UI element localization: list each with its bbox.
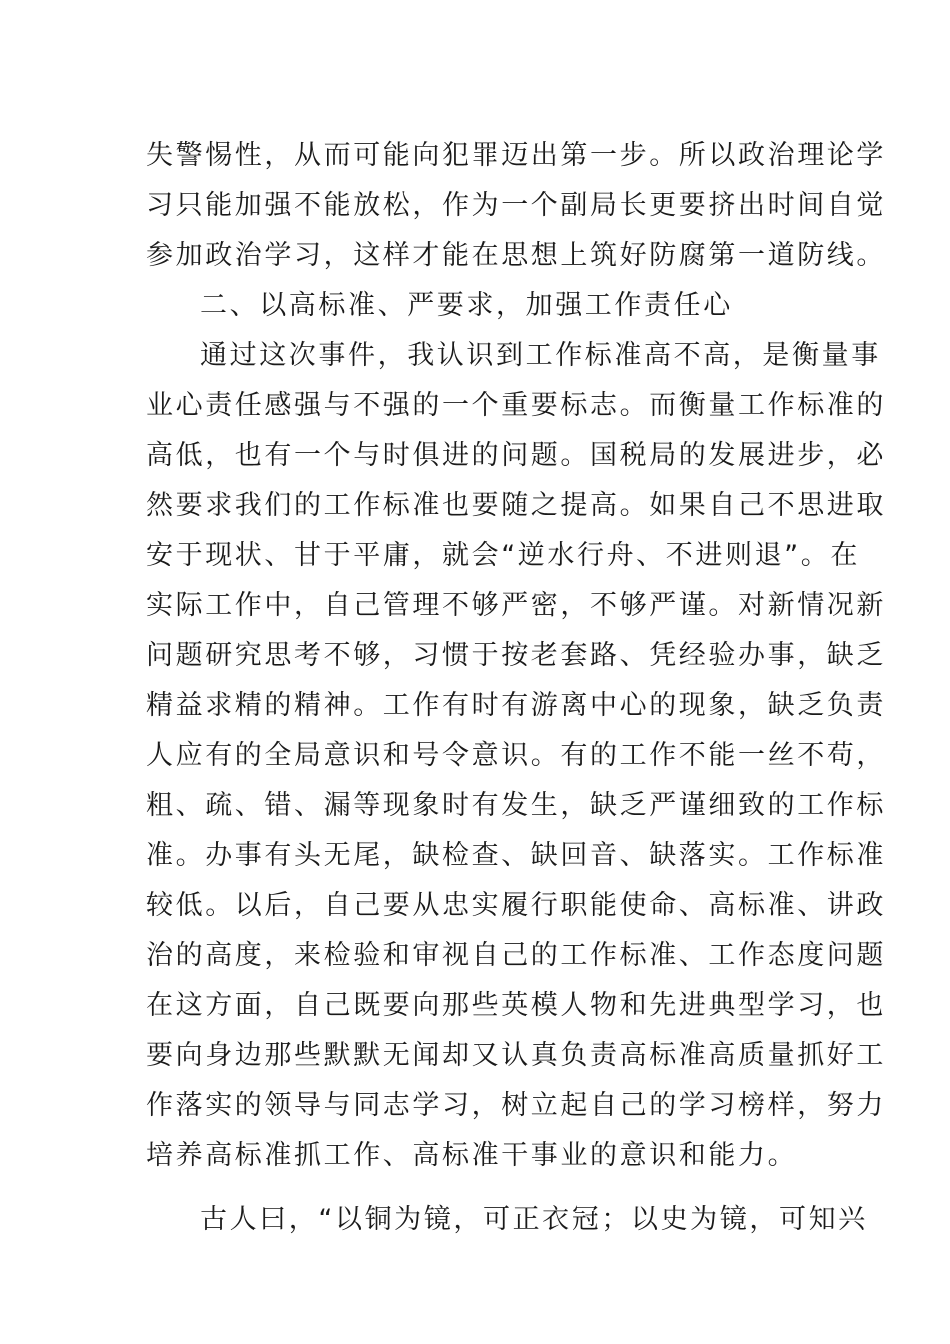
paragraph-line: 高低，也有一个与时俱进的问题。国税局的发展进步，必: [146, 440, 886, 471]
paragraph-line: 较低。以后，自己要从忠实履行职能使命、高标准、讲政: [146, 890, 886, 921]
paragraph-line: 失警惕性，从而可能向犯罪迈出第一步。所以政治理论学: [146, 140, 886, 171]
paragraph-line: 人应有的全局意识和号令意识。有的工作不能一丝不苟，: [146, 740, 886, 771]
paragraph-line: 准。办事有头无尾，缺检查、缺回音、缺落实。工作标准: [146, 840, 886, 871]
paragraph-line: 粗、疏、错、漏等现象时有发生，缺乏严谨细致的工作标: [146, 790, 886, 821]
paragraph-line: 然要求我们的工作标准也要随之提高。如果自己不思进取: [146, 490, 886, 521]
paragraph-line: 在这方面，自己既要向那些英模人物和先进典型学习，也: [146, 990, 886, 1021]
paragraph-line: 通过这次事件，我认识到工作标准高不高，是衡量事: [200, 340, 881, 371]
paragraph-line: 实际工作中，自己管理不够严密，不够严谨。对新情况新: [146, 590, 886, 621]
paragraph-line: 古人曰，“以铜为镜，可正衣冠；以史为镜，可知兴: [200, 1204, 868, 1235]
paragraph-line: 问题研究思考不够，习惯于按老套路、凭经验办事，缺乏: [146, 640, 886, 671]
section-heading: 二、以高标准、严要求，加强工作责任心: [200, 290, 733, 321]
paragraph-line: 培养高标准抓工作、高标准干事业的意识和能力。: [146, 1140, 798, 1171]
paragraph-line: 参加政治学习，这样才能在思想上筑好防腐第一道防线。: [146, 240, 886, 271]
paragraph-line: 业心责任感强与不强的一个重要标志。而衡量工作标准的: [146, 390, 886, 421]
paragraph-line: 安于现状、甘于平庸，就会“逆水行舟、不进则退”。在: [146, 540, 860, 571]
document-body: [146, 131, 886, 1245]
paragraph-line: 精益求精的精神。工作有时有游离中心的现象，缺乏负责: [146, 690, 886, 721]
paragraph-line: 要向身边那些默默无闻却又认真负责高标准高质量抓好工: [146, 1040, 886, 1071]
paragraph-line: 作落实的领导与同志学习，树立起自己的学习榜样，努力: [146, 1090, 886, 1121]
paragraph-line: 治的高度，来检验和审视自己的工作标准、工作态度问题: [146, 940, 886, 971]
paragraph-line: 习只能加强不能放松，作为一个副局长更要挤出时间自觉: [146, 190, 886, 221]
paragraph-gap: [146, 1181, 806, 1195]
